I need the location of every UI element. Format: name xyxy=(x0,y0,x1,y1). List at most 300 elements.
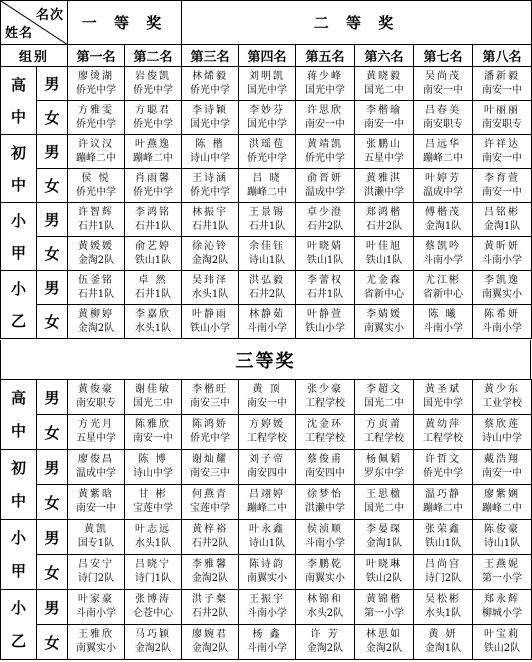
winner-name: 余佳钰 xyxy=(249,240,286,252)
rank-header-4: 第四名 xyxy=(239,45,296,67)
winner-name: 林静茹 xyxy=(249,308,286,320)
third-prize-title: 三等奖 xyxy=(235,350,296,372)
winner-cell xyxy=(296,625,355,660)
winner-school: 国光中学 xyxy=(247,84,288,96)
winner-cell xyxy=(473,101,532,135)
winner-school: 南安一中 xyxy=(482,152,523,164)
winner-cell xyxy=(68,625,125,660)
winner-school: 斗南小学 xyxy=(247,643,287,654)
winner-cell xyxy=(473,169,532,203)
winner-cell xyxy=(68,237,125,271)
winner-cell xyxy=(68,485,125,520)
header-diagonal-cell xyxy=(1,1,68,45)
winner-school: 第一小学 xyxy=(482,573,522,584)
winner-cell xyxy=(239,101,296,135)
group-char: 乙 xyxy=(10,311,26,330)
winner-school: 工业学校 xyxy=(482,398,522,409)
winner-school: 金淘1队 xyxy=(365,538,403,549)
winner-school: 南安一中 xyxy=(482,186,523,198)
winner-cell xyxy=(296,271,355,305)
winner-name: 王雅欣 xyxy=(78,629,114,640)
winner-cell xyxy=(125,203,182,237)
winner-cell xyxy=(68,271,125,305)
winner-cell xyxy=(296,169,355,203)
winner-cell xyxy=(414,67,473,101)
winner-cell xyxy=(414,169,473,203)
winner-name: 叶晓琳 xyxy=(366,559,402,570)
winner-name: 温巧静 xyxy=(425,489,461,500)
winner-school: 南安三中 xyxy=(190,398,230,409)
winner-name: 张荣鑫 xyxy=(425,524,461,535)
winner-cell xyxy=(125,415,182,450)
winner-school: 国光中学 xyxy=(305,84,346,96)
group-char: 甲 xyxy=(10,561,26,580)
winner-name: 王景锡 xyxy=(249,206,286,218)
winner-cell xyxy=(239,271,296,305)
winner-cell xyxy=(125,555,182,590)
winner-cell xyxy=(473,237,532,271)
table-row xyxy=(1,305,532,339)
winner-name: 黄锦楷 xyxy=(366,594,402,605)
winner-school: 金淘2队 xyxy=(191,254,229,266)
winner-name: 蔡欣莲 xyxy=(484,419,520,430)
winner-cell xyxy=(239,237,296,271)
group-char: 小 xyxy=(10,528,26,547)
winner-name: 吕 晓 xyxy=(252,172,282,184)
winner-school: 蹦峰二中 xyxy=(247,186,288,198)
winner-school: 南安职专 xyxy=(423,118,464,130)
winner-school: 石井1队 xyxy=(134,288,172,300)
winner-school: 南安一中 xyxy=(305,118,346,130)
winner-school: 洪濑中学 xyxy=(305,503,345,514)
table-row xyxy=(1,271,532,305)
winner-name: 黄昕妍 xyxy=(484,240,521,252)
winner-cell xyxy=(239,415,296,450)
winner-cell xyxy=(125,101,182,135)
winner-name: 陈 楷 xyxy=(195,138,225,150)
winner-cell xyxy=(414,135,473,169)
winner-cell xyxy=(68,415,125,450)
rank-header-2: 第二名 xyxy=(125,45,182,67)
winner-cell xyxy=(414,485,473,520)
winner-school: 诗山中学 xyxy=(482,433,522,444)
winner-name: 林思如 xyxy=(366,629,402,640)
winner-cell xyxy=(414,203,473,237)
winner-school: 石井1队 xyxy=(248,220,286,232)
winner-cell xyxy=(239,625,296,660)
winner-cell xyxy=(414,450,473,485)
winner-school: 金淘2队 xyxy=(365,643,403,654)
winner-name: 王思楹 xyxy=(366,489,402,500)
winner-cell xyxy=(239,135,296,169)
winner-name: 徐梦怡 xyxy=(307,489,343,500)
winner-school: 国光中学 xyxy=(423,398,463,409)
winner-name: 许智辉 xyxy=(78,206,114,218)
winner-cell xyxy=(239,203,296,237)
winner-school: 水头2队 xyxy=(306,608,344,619)
winner-cell xyxy=(296,415,355,450)
winner-cell xyxy=(239,555,296,590)
winner-cell xyxy=(182,237,239,271)
group-char: 中 xyxy=(10,107,26,126)
winner-cell xyxy=(125,625,182,660)
gender-cell: 女 xyxy=(37,305,68,339)
winner-cell xyxy=(296,520,355,555)
table-row xyxy=(1,101,532,135)
winner-name: 谢佳敏 xyxy=(135,384,171,395)
winner-school: 宝莲中学 xyxy=(133,503,173,514)
group-char: 小 xyxy=(10,279,26,298)
winner-cell xyxy=(182,520,239,555)
winner-cell xyxy=(414,590,473,625)
winner-school: 蹦峰二中 xyxy=(76,152,116,164)
winner-name: 许哲文 xyxy=(425,454,461,465)
winner-name: 黄 顶 xyxy=(252,384,282,395)
winner-school: 斗南小学 xyxy=(247,322,288,334)
winner-cell xyxy=(296,590,355,625)
rank-header-3: 第三名 xyxy=(182,45,239,67)
winner-name: 卓 然 xyxy=(138,274,168,286)
winner-school: 温成中学 xyxy=(423,186,464,198)
rank-header-1: 第一名 xyxy=(68,45,125,67)
winner-name: 叶静雨 xyxy=(192,308,229,320)
winner-school: 南安四中 xyxy=(305,468,345,479)
gender-cell: 女 xyxy=(37,101,68,135)
winner-cell xyxy=(296,380,355,415)
winner-cell xyxy=(182,485,239,520)
group-label-cell xyxy=(1,135,37,203)
winner-name: 叶静萱 xyxy=(307,308,344,320)
winner-name: 廖俊昌 xyxy=(78,454,114,465)
gender-cell: 男 xyxy=(37,203,68,237)
winner-school: 第一小学 xyxy=(364,608,404,619)
winner-cell xyxy=(355,237,414,271)
winner-name: 蒋少峰 xyxy=(307,70,344,82)
table-row xyxy=(1,169,532,203)
winner-school: 铁山2队 xyxy=(483,643,521,654)
winner-school: 南安一中 xyxy=(423,84,464,96)
winner-cell xyxy=(125,271,182,305)
winner-name: 黄雅淇 xyxy=(366,172,403,184)
winner-name: 李鸿铭 xyxy=(135,206,171,218)
winner-name: 张博涛 xyxy=(135,594,171,605)
gender-cell: 男 xyxy=(37,67,68,101)
winner-name: 俞晋妍 xyxy=(307,172,344,184)
group-label-cell xyxy=(1,450,37,520)
winner-cell xyxy=(239,485,296,520)
winner-cell xyxy=(296,101,355,135)
winner-name: 方光月 xyxy=(78,419,114,430)
second-prize-header: 二 等 奖 xyxy=(182,1,532,45)
winner-name: 叶家豪 xyxy=(78,594,114,605)
winner-school: 斗南小学 xyxy=(423,254,464,266)
winner-school: 侨光中学 xyxy=(247,152,288,164)
winner-school: 石井2队 xyxy=(191,608,229,619)
table-row xyxy=(1,450,532,485)
winner-name: 黄晓毅 xyxy=(366,70,403,82)
winner-name: 陈希妍 xyxy=(484,308,521,320)
winner-cell xyxy=(473,203,532,237)
winner-school: 金淘1队 xyxy=(424,220,462,232)
winner-school: 侨光中学 xyxy=(76,186,116,198)
winner-name: 黄柳婷 xyxy=(78,308,114,320)
winner-school: 南安职专 xyxy=(482,118,523,130)
winner-school: 侨光中学 xyxy=(190,186,231,198)
winner-school: 石井1队 xyxy=(134,220,172,232)
winner-name: 李晏琛 xyxy=(366,524,402,535)
winner-school: 温成中学 xyxy=(305,186,346,198)
winner-school: 南安四中 xyxy=(247,468,287,479)
gender-cell: 男 xyxy=(37,271,68,305)
gender-cell: 男 xyxy=(37,450,68,485)
winner-name: 陈俊豪 xyxy=(484,524,520,535)
winner-name: 傅楷茂 xyxy=(425,206,462,218)
winner-school: 石井2队 xyxy=(191,538,229,549)
winner-school: 诗山中学 xyxy=(133,468,173,479)
winner-school: 南翼实小 xyxy=(305,573,345,584)
table-row xyxy=(1,67,532,101)
name-corner-label: 姓名 xyxy=(5,26,34,41)
winner-name: 廖婉君 xyxy=(192,629,228,640)
winner-name: 林烯毅 xyxy=(192,70,229,82)
winner-cell xyxy=(182,590,239,625)
winner-name: 徐沁铃 xyxy=(192,240,229,252)
winner-name: 黄靖凯 xyxy=(307,138,344,150)
winner-cell xyxy=(473,450,532,485)
winner-cell xyxy=(473,135,532,169)
winner-cell xyxy=(182,135,239,169)
winner-name: 尤江彬 xyxy=(425,274,462,286)
winner-name: 许议汉 xyxy=(78,138,114,150)
winner-cell xyxy=(239,520,296,555)
group-char: 中 xyxy=(10,175,26,194)
winner-cell xyxy=(68,67,125,101)
winner-cell xyxy=(125,67,182,101)
winner-name: 甘 彬 xyxy=(138,489,168,500)
gender-cell: 女 xyxy=(37,415,68,450)
third-prize-table xyxy=(0,379,532,660)
winner-name: 吕尚宫 xyxy=(425,559,461,570)
winner-cell xyxy=(296,237,355,271)
winner-school: 金淘2队 xyxy=(77,254,115,266)
winner-school: 南安一中 xyxy=(482,468,522,479)
winner-school: 金淘2队 xyxy=(306,643,344,654)
winner-school: 石井1队 xyxy=(306,288,344,300)
winner-name: 吴松彬 xyxy=(425,594,461,605)
winner-school: 石井2队 xyxy=(248,288,286,300)
gender-cell: 女 xyxy=(37,169,68,203)
winner-name: 李诗颖 xyxy=(192,104,229,116)
winner-cell xyxy=(414,415,473,450)
winner-cell xyxy=(182,305,239,339)
winner-school: 侨光中学 xyxy=(133,186,173,198)
winner-cell xyxy=(473,520,532,555)
winner-cell xyxy=(182,415,239,450)
gender-cell: 男 xyxy=(37,380,68,415)
winner-school: 国光二中 xyxy=(133,398,173,409)
winner-name: 吕春美 xyxy=(425,104,462,116)
winner-school: 省新中心 xyxy=(423,288,464,300)
winner-cell xyxy=(473,271,532,305)
winner-name: 侯浈顺 xyxy=(307,524,343,535)
winner-cell xyxy=(182,169,239,203)
winner-name: 林锦和 xyxy=(307,594,343,605)
winner-name: 叶佳旭 xyxy=(366,240,403,252)
winner-cell xyxy=(355,520,414,555)
winner-school: 温成中学 xyxy=(76,468,116,479)
winner-school: 铁山1队 xyxy=(365,254,403,266)
winner-school: 侨光中学 xyxy=(305,152,346,164)
group-char: 初 xyxy=(10,458,26,477)
winner-cell xyxy=(355,67,414,101)
winner-name: 黄梓裕 xyxy=(192,524,228,535)
winner-school: 工程学校 xyxy=(305,398,345,409)
winner-cell xyxy=(68,203,125,237)
group-char: 高 xyxy=(10,388,26,407)
winner-cell xyxy=(182,67,239,101)
winner-name: 杨 鑫 xyxy=(252,629,282,640)
winner-school: 诗门1队 xyxy=(134,573,172,584)
winner-name: 陈诗韵 xyxy=(249,559,285,570)
winner-school: 国专1队 xyxy=(77,538,115,549)
winner-name: 黄媛媛 xyxy=(78,240,114,252)
winner-school: 侨光中学 xyxy=(190,433,230,444)
winner-name: 潘新毅 xyxy=(484,70,521,82)
winner-cell xyxy=(355,555,414,590)
winner-name: 杨佩韬 xyxy=(366,454,402,465)
winner-name: 肖雨馨 xyxy=(135,172,171,184)
winner-name: 方聪君 xyxy=(135,104,171,116)
group-label-cell xyxy=(1,271,37,339)
winner-cell xyxy=(239,590,296,625)
winner-name: 廖烫湖 xyxy=(78,70,114,82)
table-row xyxy=(1,520,532,555)
winner-name: 许祥达 xyxy=(484,138,521,150)
winner-cell xyxy=(182,101,239,135)
winner-name: 洪子粲 xyxy=(192,594,228,605)
winner-name: 黄俊豪 xyxy=(78,384,114,395)
winner-school: 南安一中 xyxy=(364,118,405,130)
winner-name: 侯 悦 xyxy=(81,172,111,184)
winner-school: 南翼实小 xyxy=(482,288,523,300)
winner-school: 石井2队 xyxy=(306,220,344,232)
winner-school: 省新中心 xyxy=(364,288,405,300)
winner-name: 李婧媛 xyxy=(366,308,403,320)
winner-cell xyxy=(473,485,532,520)
winner-name: 伍釜铭 xyxy=(78,274,114,286)
table-row xyxy=(1,380,532,415)
winner-school: 铁山1队 xyxy=(424,538,462,549)
winner-name: 卓少澄 xyxy=(307,206,344,218)
winner-school: 斗南小学 xyxy=(305,538,345,549)
winner-name: 郑永辉 xyxy=(484,594,520,605)
winner-cell xyxy=(473,415,532,450)
winner-name: 俞艺婷 xyxy=(135,240,171,252)
winner-name: 谢灿耀 xyxy=(192,454,228,465)
winner-name: 李妙芬 xyxy=(249,104,286,116)
winner-school: 南安一中 xyxy=(133,433,173,444)
winner-school: 诗山1队 xyxy=(248,254,286,266)
winner-school: 侨光中学 xyxy=(133,84,173,96)
winner-cell xyxy=(68,555,125,590)
winner-school: 国光中学 xyxy=(247,118,288,130)
winner-school: 南安一中 xyxy=(247,398,287,409)
winner-cell xyxy=(68,520,125,555)
winner-cell xyxy=(182,625,239,660)
winner-cell xyxy=(473,590,532,625)
winner-cell xyxy=(125,237,182,271)
gender-cell: 女 xyxy=(37,485,68,520)
winner-school: 罗东中学 xyxy=(364,468,404,479)
winner-cell xyxy=(68,590,125,625)
winner-school: 蹦峰二中 xyxy=(423,152,464,164)
gender-cell: 女 xyxy=(37,555,68,590)
winner-name: 蔡俊甫 xyxy=(307,454,343,465)
rank-header-7: 第七名 xyxy=(414,45,473,67)
winner-school: 国光中学 xyxy=(190,118,231,130)
winner-name: 陈鸿娇 xyxy=(192,419,228,430)
winner-name: 叶宝莉 xyxy=(484,629,520,640)
winner-school: 斗南小学 xyxy=(247,608,287,619)
winner-school: 南安一中 xyxy=(482,84,523,96)
winner-school: 水头1队 xyxy=(134,538,172,549)
winner-name: 李楷瑜 xyxy=(366,104,403,116)
winner-cell xyxy=(473,380,532,415)
winner-school: 蹦峰二中 xyxy=(423,503,463,514)
winner-school: 斗南小学 xyxy=(76,608,116,619)
winner-cell xyxy=(296,135,355,169)
winner-cell xyxy=(296,203,355,237)
winner-name: 叶燕逸 xyxy=(135,138,171,150)
table-row xyxy=(1,203,532,237)
winner-school: 金淘2队 xyxy=(134,643,172,654)
winner-name: 何燕青 xyxy=(192,489,228,500)
winner-name: 黄 妍 xyxy=(428,629,458,640)
winner-name: 李雅馨 xyxy=(192,559,228,570)
winner-cell xyxy=(125,520,182,555)
group-char: 小 xyxy=(10,598,26,617)
group-label-cell xyxy=(1,67,37,135)
gender-cell: 男 xyxy=(37,590,68,625)
winner-cell xyxy=(125,305,182,339)
winner-name: 叶丽丽 xyxy=(484,104,521,116)
winner-name: 叶永鑫 xyxy=(249,524,285,535)
winner-name: 李嘉欣 xyxy=(135,308,171,320)
winner-cell xyxy=(355,169,414,203)
winner-cell xyxy=(239,380,296,415)
winner-school: 洪濑中学 xyxy=(364,186,405,198)
winner-cell xyxy=(125,169,182,203)
winner-school: 侨光中学 xyxy=(423,468,463,479)
winner-cell xyxy=(125,135,182,169)
winner-school: 仑苍中心 xyxy=(133,608,173,619)
table-row xyxy=(1,555,532,590)
winner-school: 南安一中 xyxy=(76,503,116,514)
winner-school: 诗门2队 xyxy=(77,573,115,584)
winner-school: 南安三中 xyxy=(190,468,230,479)
winner-cell xyxy=(414,271,473,305)
winner-cell xyxy=(182,555,239,590)
winner-school: 蹦峰二中 xyxy=(482,503,522,514)
winner-name: 陈 曦 xyxy=(428,308,458,320)
group-char: 甲 xyxy=(10,243,26,262)
winner-name: 郑鸿楷 xyxy=(366,206,403,218)
winner-cell xyxy=(355,590,414,625)
gender-cell: 男 xyxy=(37,135,68,169)
winner-cell xyxy=(296,67,355,101)
winner-name: 黄少东 xyxy=(484,384,520,395)
winner-school: 五星中学 xyxy=(76,433,116,444)
